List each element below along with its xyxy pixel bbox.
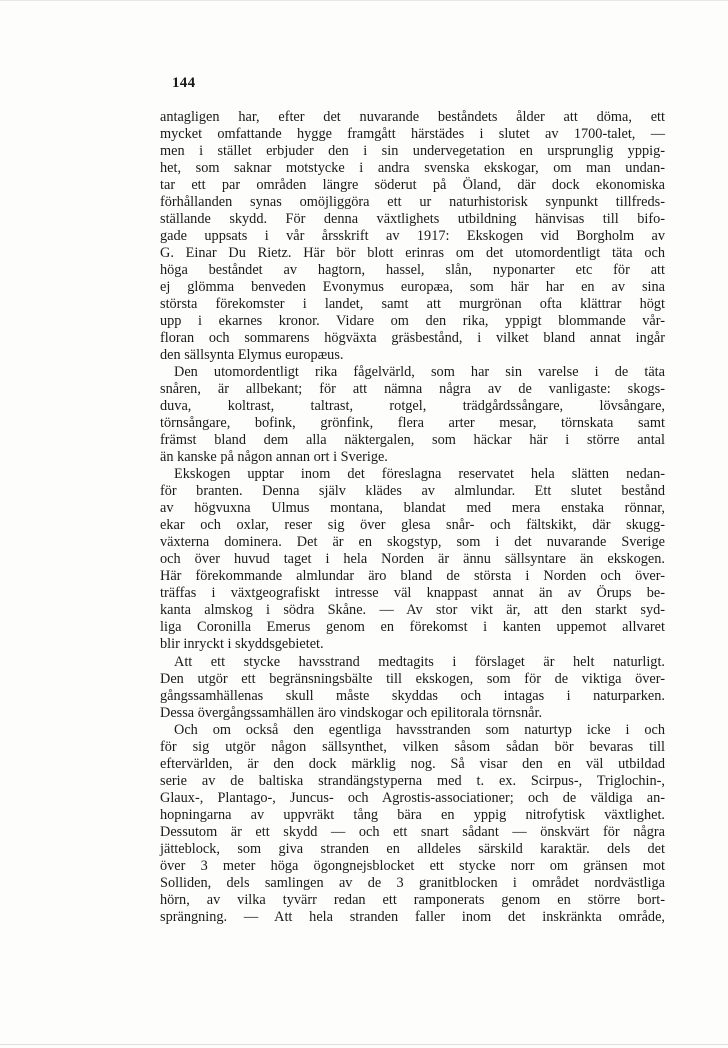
text-line: Den utomordentligt rika fågelvärld, som har sin varelse i de täta: [174, 364, 665, 381]
text-line: eftervärlden, är den dock märklig nog. Så visar den en väl utbildad: [160, 755, 665, 772]
text-line: tar ett par områden längre söderut på Öland, där dock ekonomiska: [160, 177, 665, 194]
text-line: Den utgör ett begränsningsbälte till ekskogen, som för de viktiga över-: [160, 670, 665, 687]
text-line: främst bland dem alla näktergalen, som häckar här i större antal: [160, 432, 665, 449]
text-line: antagligen har, efter det nuvarande beståndets ålder att döma, ett: [160, 109, 665, 125]
text-line: Solliden, dels samlingen av de 3 granitblocken i området nordvästliga: [160, 874, 665, 891]
text-line: största förekomster i landet, samt att murgrönan ofta klättrar högt: [160, 296, 665, 313]
text-line: floran och sommarens högväxta gräsbestånd, i vilket bland annat ingår: [160, 330, 665, 347]
text-line: den sällsynta Elymus europæus.: [160, 347, 344, 364]
scan-edge-top: [0, 0, 728, 1]
text-line: Glaux-, Plantago-, Juncus- och Agrostis-associationer; och de väldiga an-: [160, 789, 665, 806]
text-line: ej glömma benveden Evonymus europæa, som här har en av sina: [160, 279, 665, 296]
text-line: sprängning. — Att hela stranden faller inom det inskränkta område,: [160, 908, 665, 925]
text-line: Här förekommande almlundar äro bland de största i Norden och över-: [160, 568, 665, 585]
text-line: blir inryckt i skyddsgebietet.: [160, 636, 324, 653]
body-text: [160, 109, 665, 926]
text-line: Dessutom är ett skydd — och ett snart sådant — önskvärt för några: [160, 823, 665, 840]
text-line: gade uppsats i vår årsskrift av 1917: Ekskogen vid Borgholm av: [160, 228, 665, 245]
text-line: hopningarna av uppvräkt tång bära en yppig nitrofytisk växtlighet.: [160, 806, 665, 823]
text-line: växterna dominera. Det är en skogstyp, som i det nuvarande Sverige: [160, 534, 665, 551]
text-line: förhållanden synas omöjliggöra ett ur naturhistorisk synpunkt tillfreds-: [160, 194, 665, 211]
text-line: duva, koltrast, taltrast, rotgel, trädgårdssångare, lövsångare,: [160, 398, 665, 415]
text-line: gångssamhällenas skull måste skyddas och intagas i naturparken.: [160, 687, 665, 704]
text-line: törnsångare, bofink, grönfink, flera arter mesar, törnskata samt: [160, 415, 665, 432]
text-line: höga beståndet av hagtorn, hassel, slån, nyponarter etc för att: [160, 262, 665, 279]
text-line: träffas i växtgeografiskt intresse väl knappast annat än av Örups be-: [160, 585, 665, 602]
text-line: Och om också den egentliga havsstranden som naturtyp icke i och: [174, 721, 665, 738]
text-line: upp i ekarnes kronor. Vidare om den rika, yppigt blommande vår-: [160, 313, 665, 330]
text-line: serie av de baltiska strandängstyperna med t. ex. Scirpus-, Triglochin-,: [160, 772, 665, 789]
text-line: över 3 meter höga ögongnejsblocket ett stycke norr om gränsen mot: [160, 857, 665, 874]
text-line: ekar och oxlar, reser sig över glesa snår- och fältskikt, där skugg-: [160, 517, 665, 534]
text-line: G. Einar Du Rietz. Här bör blott erinras om det utomordentligt täta och: [160, 245, 665, 262]
text-line: av högvuxna Ulmus montana, blandat med mera enstaka rönnar,: [160, 500, 665, 517]
page-number: 144: [172, 75, 196, 91]
text-line: för sig utgör någon sällsynthet, vilken såsom sådan bör bevaras till: [160, 738, 665, 755]
text-line: het, som saknar motstycke i andra svenska ekskogar, om man undan-: [160, 160, 665, 177]
text-line: men i stället erbjuder den i sin undervegetation en ursprunglig yppig-: [160, 143, 665, 160]
text-line: snåren, är allbekant; för att nämna några av de vanligaste: skogs-: [160, 381, 665, 398]
text-line: hörn, av vilka tyvärr redan ett ramponerats genom en större bort-: [160, 891, 665, 908]
text-line: och över huvud taget i hela Norden är ännu sällsyntare än ekskogen.: [160, 551, 665, 568]
text-line: Dessa övergångssamhällen äro vindskogar och epilitorala törnsnår.: [160, 704, 543, 721]
text-line: Ekskogen upptar inom det föreslagna reservatet hela slätten nedan-: [174, 466, 665, 483]
text-line: mycket omfattande hygge framgått härstädes i slutet av 1700-talet, —: [160, 126, 665, 143]
text-line: liga Coronilla Emerus genom en förekomst i kanten uppemot allvaret: [160, 619, 665, 636]
text-line: kanta almskog i södra Skåne. — Av stor vikt är, att den starkt syd-: [160, 602, 665, 619]
text-line: för branten. Denna själv klädes av almlundar. Ett slutet bestånd: [160, 483, 665, 500]
text-line: jätteblock, som giva stranden en alldeles särskild karaktär. dels det: [160, 840, 665, 857]
text-line: än kanske på någon annan ort i Sverige.: [160, 449, 388, 466]
text-line: Att ett stycke havsstrand medtagits i förslaget är helt naturligt.: [174, 653, 665, 670]
text-line: ställande skydd. För denna växtlighets utbildning hänvisas till bifo-: [160, 211, 665, 228]
scan-edge-bottom: [0, 1044, 728, 1045]
